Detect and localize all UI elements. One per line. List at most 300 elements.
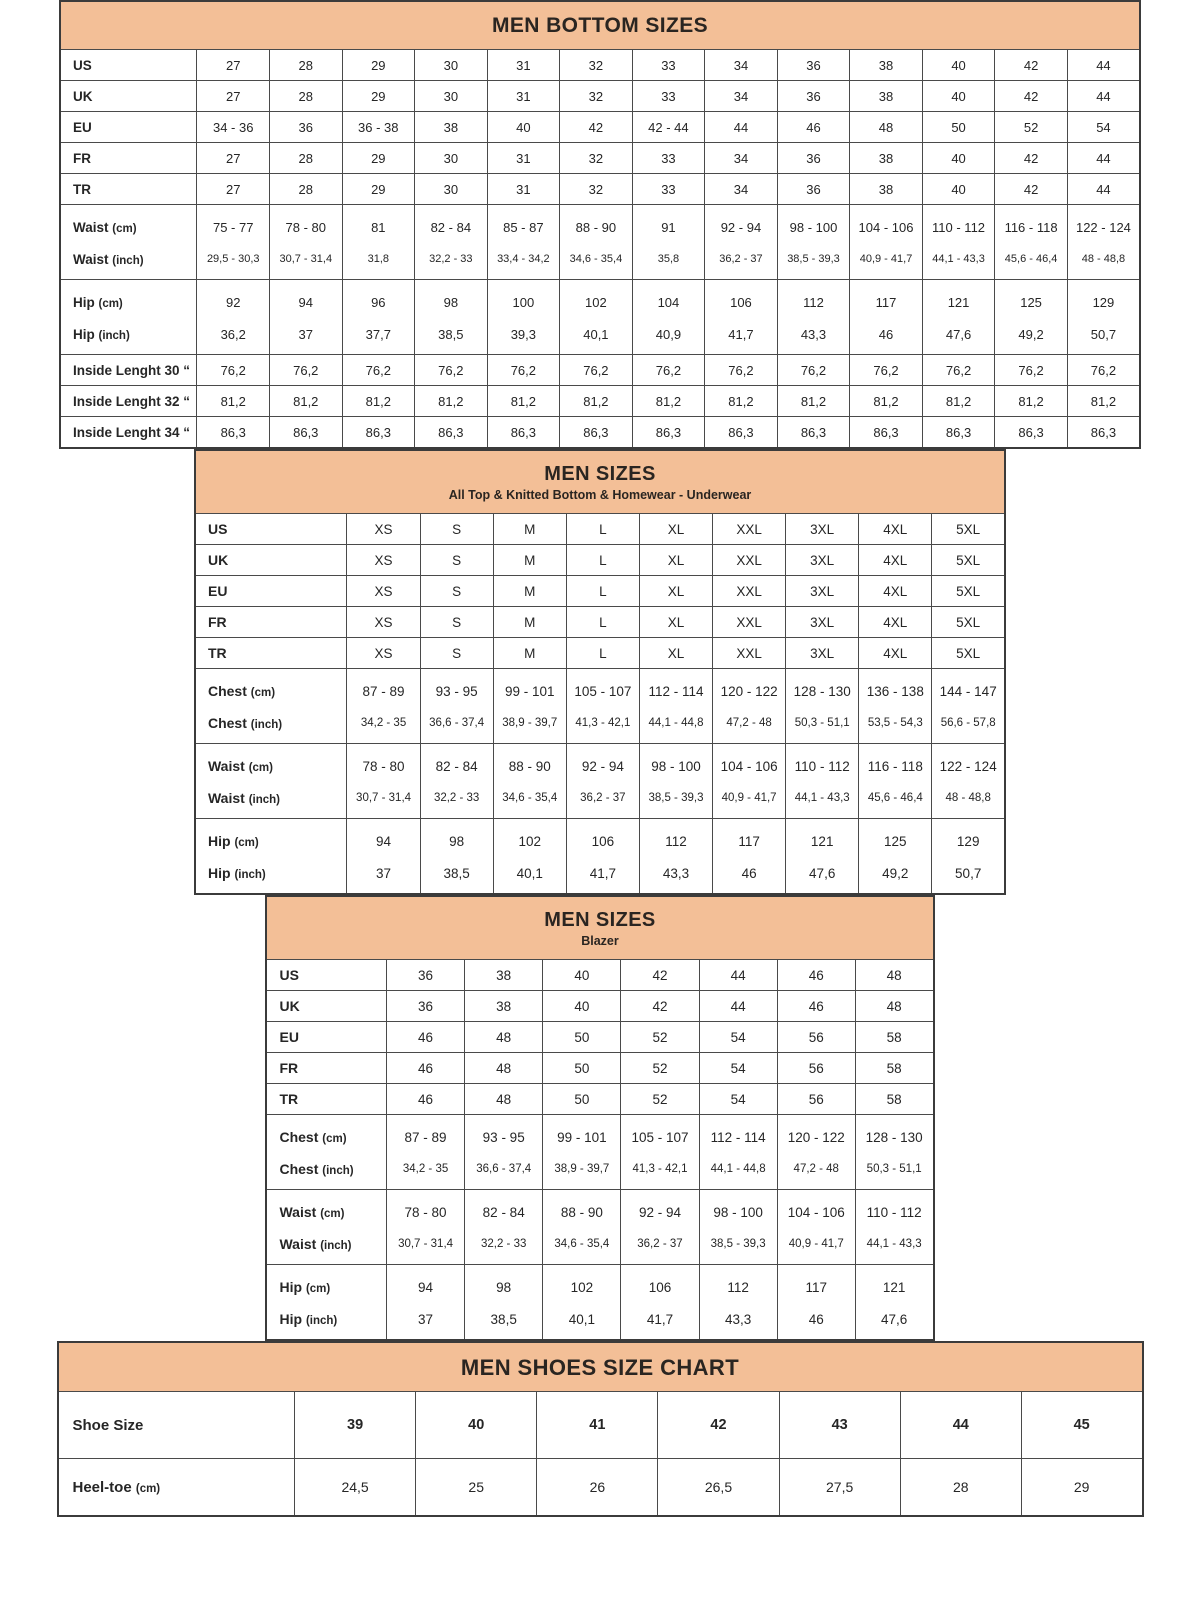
row-label-unit: (cm) (234, 837, 259, 850)
row-label-unit: (inch) (234, 869, 266, 882)
table-cell: 41,7 (705, 319, 778, 355)
row-label (266, 1190, 386, 1230)
row-label-text: Shoe Size (72, 1416, 144, 1434)
size-table (59, 0, 1141, 449)
table-cell: 121 (855, 1265, 933, 1305)
table-cell: 4XL (859, 576, 932, 607)
row-label-unit: (inch) (250, 719, 283, 732)
table-cell: 112 (639, 819, 712, 859)
table-cell: XS (347, 638, 420, 669)
table-cell: 58 (855, 1053, 933, 1084)
table-cell: 52 (621, 1022, 699, 1053)
table-cell: 54 (1067, 112, 1140, 143)
table-cell: 48 (855, 960, 933, 991)
row-label (195, 858, 347, 894)
row-label (60, 386, 197, 417)
table-cell: 40,1 (493, 858, 566, 894)
table-cell: 48 (465, 1022, 543, 1053)
table-cell: 29,5 - 30,3 (197, 244, 270, 280)
row-label-unit: (inch) (248, 794, 281, 807)
row-label-text: Inside Lenght 32 “ (72, 393, 190, 409)
table-cell: 54 (699, 1084, 777, 1115)
table-cell: 28 (270, 50, 343, 81)
table-cell: 43 (779, 1392, 900, 1459)
table-cell: 28 (270, 81, 343, 112)
table-cell: 38,5 - 39,3 (639, 783, 712, 819)
table-cell: 44,1 - 43,3 (786, 783, 859, 819)
table-cell: 50,3 - 51,1 (855, 1154, 933, 1190)
table-cell: 40 (543, 960, 621, 991)
table-cell: 34,6 - 35,4 (543, 1229, 621, 1265)
table-cell: 50 (543, 1022, 621, 1053)
row-label-text: Hip (72, 326, 95, 342)
table-cell: 76,2 (487, 355, 560, 386)
table-cell: 40 (922, 143, 995, 174)
table-cell: 46 (850, 319, 923, 355)
table-cell: XXL (713, 638, 786, 669)
row-label-text: EU (279, 1029, 299, 1046)
table-cell: 3XL (786, 514, 859, 545)
table-cell: 38 (850, 174, 923, 205)
table-row (266, 991, 933, 1022)
men-bottom-sizes-table (0, 0, 1200, 449)
table-cell: 27,5 (779, 1459, 900, 1517)
table-cell: 104 (632, 280, 705, 320)
table-cell: 42 (621, 991, 699, 1022)
table-cell: L (566, 514, 639, 545)
table-cell: 112 (777, 280, 850, 320)
table-cell: 31 (487, 50, 560, 81)
row-label (60, 81, 197, 112)
table-cell: 38,5 - 39,3 (777, 244, 850, 280)
table-cell: 40,1 (560, 319, 633, 355)
table-cell: 30 (415, 143, 488, 174)
table-row (266, 1190, 933, 1230)
row-label-text: Inside Lenght 30 “ (72, 362, 190, 378)
table-cell: 38 (850, 143, 923, 174)
table-cell: 44,1 - 44,8 (639, 708, 712, 744)
table-cell: S (420, 607, 493, 638)
table-cell: 3XL (786, 607, 859, 638)
table-cell: 53,5 - 54,3 (859, 708, 932, 744)
row-label-text: Chest (279, 1161, 319, 1178)
table-cell: 58 (855, 1022, 933, 1053)
table-cell: 30 (415, 174, 488, 205)
table-cell: XXL (713, 607, 786, 638)
table-cell: 98 (415, 280, 488, 320)
table-cell: 43,3 (777, 319, 850, 355)
table-cell: 92 - 94 (621, 1190, 699, 1230)
table-row (266, 1115, 933, 1155)
table-cell: 45,6 - 46,4 (995, 244, 1068, 280)
row-label-unit: (inch) (305, 1315, 338, 1328)
row-label-text: FR (207, 614, 227, 631)
table-row (195, 607, 1005, 638)
table-cell: S (420, 576, 493, 607)
table-row (60, 174, 1140, 205)
table-cell: 117 (713, 819, 786, 859)
table-cell: 82 - 84 (420, 744, 493, 784)
size-table (265, 895, 934, 1341)
row-label (60, 244, 197, 280)
men-top-sizes-table (0, 449, 1200, 895)
table-cell: 5XL (932, 638, 1005, 669)
table-cell: 56 (777, 1084, 855, 1115)
table-cell: 122 - 124 (1067, 205, 1140, 245)
table-row (266, 1084, 933, 1115)
table-header-cell (266, 896, 933, 960)
table-cell: 44 (699, 991, 777, 1022)
table-cell: 41,7 (621, 1304, 699, 1340)
table-cell: 29 (342, 81, 415, 112)
table-header-cell (195, 450, 1005, 514)
table-row (60, 417, 1140, 449)
table-row (195, 783, 1005, 819)
table-cell: 36 (386, 991, 464, 1022)
table-cell: M (493, 638, 566, 669)
table-cell: 33 (632, 143, 705, 174)
table-row (195, 708, 1005, 744)
table-title: MEN SHOES SIZE CHART (460, 1355, 740, 1381)
table-cell: 32 (560, 143, 633, 174)
table-cell: XXL (713, 545, 786, 576)
row-label-text: US (72, 57, 92, 73)
table-cell: 128 - 130 (855, 1115, 933, 1155)
table-cell: 81,2 (270, 386, 343, 417)
table-cell: 40,1 (543, 1304, 621, 1340)
table-row (195, 744, 1005, 784)
table-cell: 52 (621, 1053, 699, 1084)
table-cell: 112 (699, 1265, 777, 1305)
table-cell: 81,2 (197, 386, 270, 417)
row-label (60, 50, 197, 81)
row-label-text: US (207, 521, 228, 538)
table-cell: 81,2 (850, 386, 923, 417)
row-label-unit: (cm) (250, 687, 276, 700)
table-cell: 49,2 (859, 858, 932, 894)
table-cell: 39,3 (487, 319, 560, 355)
table-cell: 40,9 - 41,7 (777, 1229, 855, 1265)
row-label (195, 783, 347, 819)
row-label (60, 417, 197, 449)
table-cell: 32,2 - 33 (415, 244, 488, 280)
table-cell: 50 (922, 112, 995, 143)
table-cell: 27 (197, 143, 270, 174)
table-cell: 38,9 - 39,7 (493, 708, 566, 744)
table-cell: 30,7 - 31,4 (347, 783, 420, 819)
row-label-unit: (cm) (248, 762, 273, 775)
table-cell: 76,2 (632, 355, 705, 386)
table-cell: 36,2 (197, 319, 270, 355)
row-label (195, 669, 347, 709)
table-cell: XXL (713, 576, 786, 607)
row-label (266, 1053, 386, 1084)
table-header-band (195, 450, 1005, 514)
table-cell: 94 (270, 280, 343, 320)
table-cell: 4XL (859, 607, 932, 638)
table-cell: 86,3 (777, 417, 850, 449)
row-label (195, 607, 347, 638)
table-cell: 76,2 (850, 355, 923, 386)
row-label (195, 819, 347, 859)
table-cell: 42 (995, 50, 1068, 81)
table-cell: 47,2 - 48 (777, 1154, 855, 1190)
row-label-text: Waist (207, 758, 245, 775)
row-label (60, 143, 197, 174)
table-cell: 86,3 (632, 417, 705, 449)
table-cell: 98 - 100 (639, 744, 712, 784)
row-label-text: Waist (279, 1236, 317, 1253)
table-cell: XS (347, 545, 420, 576)
table-row (60, 112, 1140, 143)
table-cell: 41,3 - 42,1 (566, 708, 639, 744)
table-cell: 37 (386, 1304, 464, 1340)
row-label (195, 708, 347, 744)
table-cell: 54 (699, 1022, 777, 1053)
table-cell: 86,3 (560, 417, 633, 449)
table-cell: 4XL (859, 638, 932, 669)
table-row (195, 858, 1005, 894)
table-cell: 27 (197, 174, 270, 205)
table-cell: 82 - 84 (415, 205, 488, 245)
row-label (195, 514, 347, 545)
table-cell: 36 (777, 50, 850, 81)
table-cell: 39 (295, 1392, 416, 1459)
table-title: MEN BOTTOM SIZES (491, 14, 709, 37)
size-table (57, 1341, 1144, 1517)
table-cell: 3XL (786, 576, 859, 607)
table-cell: 112 - 114 (699, 1115, 777, 1155)
row-label-unit: (cm) (320, 1208, 345, 1221)
row-label (58, 1459, 295, 1517)
table-title: MEN SIZES (544, 463, 656, 486)
table-cell: 48 (465, 1084, 543, 1115)
table-cell: 5XL (932, 514, 1005, 545)
table-cell: 104 - 106 (713, 744, 786, 784)
table-cell: 56 (777, 1022, 855, 1053)
table-cell: 117 (850, 280, 923, 320)
table-cell: XL (639, 607, 712, 638)
table-header-band (58, 1342, 1143, 1392)
table-cell: 86,3 (415, 417, 488, 449)
table-cell: 29 (342, 174, 415, 205)
table-cell: 38,5 - 39,3 (699, 1229, 777, 1265)
row-label-text: FR (72, 150, 91, 166)
row-label-text: EU (72, 119, 92, 135)
table-cell: 5XL (932, 607, 1005, 638)
table-cell: 38,9 - 39,7 (543, 1154, 621, 1190)
row-label-text: Hip (279, 1311, 303, 1328)
table-cell: 76,2 (415, 355, 488, 386)
table-cell: 46 (386, 1084, 464, 1115)
row-label (195, 638, 347, 669)
table-cell: 5XL (932, 576, 1005, 607)
table-row (266, 1053, 933, 1084)
row-label-text: US (279, 967, 299, 984)
row-label-text: Hip (72, 294, 95, 310)
row-label-text: Chest (207, 683, 247, 700)
table-row (60, 244, 1140, 280)
table-row (195, 514, 1005, 545)
row-label-text: Waist (72, 251, 109, 267)
table-cell: 44 (705, 112, 778, 143)
table-cell: 46 (777, 960, 855, 991)
table-cell: 76,2 (705, 355, 778, 386)
table-cell: 46 (386, 1022, 464, 1053)
table-cell: 45,6 - 46,4 (859, 783, 932, 819)
table-cell: 82 - 84 (465, 1190, 543, 1230)
table-cell: 40 (922, 81, 995, 112)
table-cell: 85 - 87 (487, 205, 560, 245)
table-cell: 34,6 - 35,4 (493, 783, 566, 819)
table-subtitle: All Top & Knitted Bottom & Homewear - Underwear (448, 488, 752, 503)
table-cell: 86,3 (705, 417, 778, 449)
table-cell: 86,3 (487, 417, 560, 449)
table-cell: 41,7 (566, 858, 639, 894)
table-cell: 102 (493, 819, 566, 859)
row-label-text: Chest (207, 715, 247, 732)
table-cell: 56 (777, 1053, 855, 1084)
table-row (266, 1304, 933, 1340)
row-label (60, 319, 197, 355)
row-label (195, 576, 347, 607)
table-cell: 27 (197, 50, 270, 81)
table-cell: 44,1 - 43,3 (855, 1229, 933, 1265)
row-label-text: UK (72, 88, 93, 104)
row-label (266, 960, 386, 991)
row-label-text: FR (279, 1060, 299, 1077)
table-cell: 144 - 147 (932, 669, 1005, 709)
table-cell: 31,8 (342, 244, 415, 280)
table-cell: XL (639, 576, 712, 607)
table-cell: 116 - 118 (859, 744, 932, 784)
table-cell: 47,6 (855, 1304, 933, 1340)
table-cell: 76,2 (270, 355, 343, 386)
table-cell: 38 (465, 960, 543, 991)
row-label (60, 355, 197, 386)
row-label-text: Inside Lenght 34 “ (72, 424, 190, 440)
table-cell: 36 (777, 81, 850, 112)
table-cell: 4XL (859, 545, 932, 576)
table-row (60, 205, 1140, 245)
table-cell: 92 (197, 280, 270, 320)
table-cell: L (566, 545, 639, 576)
table-cell: 34 (705, 143, 778, 174)
table-cell: 32 (560, 50, 633, 81)
table-cell: 27 (197, 81, 270, 112)
table-cell: 33,4 - 34,2 (487, 244, 560, 280)
table-cell: 98 - 100 (777, 205, 850, 245)
table-cell: 43,3 (699, 1304, 777, 1340)
table-cell: 122 - 124 (932, 744, 1005, 784)
table-cell: 46 (386, 1053, 464, 1084)
table-cell: 36 (777, 174, 850, 205)
table-cell: 129 (932, 819, 1005, 859)
table-cell: 81,2 (342, 386, 415, 417)
table-cell: 91 (632, 205, 705, 245)
table-cell: 86,3 (342, 417, 415, 449)
table-cell: 3XL (786, 545, 859, 576)
table-cell: 76,2 (560, 355, 633, 386)
row-label-unit: (inch) (112, 254, 144, 267)
table-row (266, 1265, 933, 1305)
row-label (266, 991, 386, 1022)
table-cell: 78 - 80 (347, 744, 420, 784)
table-cell: XL (639, 514, 712, 545)
table-cell: 34 (705, 81, 778, 112)
table-cell: 46 (777, 1304, 855, 1340)
row-label-unit: (cm) (112, 222, 137, 235)
row-label-text: UK (207, 552, 229, 569)
table-cell: 34 (705, 50, 778, 81)
table-cell: 88 - 90 (543, 1190, 621, 1230)
table-cell: 117 (777, 1265, 855, 1305)
table-cell: 110 - 112 (922, 205, 995, 245)
table-cell: 34,2 - 35 (347, 708, 420, 744)
table-cell: 44 (1067, 143, 1140, 174)
table-cell: 78 - 80 (386, 1190, 464, 1230)
table-cell: 50,3 - 51,1 (786, 708, 859, 744)
table-cell: 35,8 (632, 244, 705, 280)
table-cell: 76,2 (777, 355, 850, 386)
table-cell: 48 (855, 991, 933, 1022)
table-cell: 81,2 (777, 386, 850, 417)
row-label-text: Waist (207, 790, 245, 807)
table-row (58, 1459, 1143, 1517)
table-cell: 105 - 107 (566, 669, 639, 709)
table-cell: 46 (777, 112, 850, 143)
table-cell: 38 (850, 50, 923, 81)
table-cell: 86,3 (922, 417, 995, 449)
table-cell: 30 (415, 81, 488, 112)
table-cell: 88 - 90 (560, 205, 633, 245)
table-cell: 41 (537, 1392, 658, 1459)
table-cell: L (566, 607, 639, 638)
table-cell: 29 (342, 50, 415, 81)
table-cell: 29 (342, 143, 415, 174)
table-cell: 32,2 - 33 (420, 783, 493, 819)
table-cell: 92 - 94 (566, 744, 639, 784)
table-cell: 104 - 106 (777, 1190, 855, 1230)
table-cell: 56,6 - 57,8 (932, 708, 1005, 744)
row-label (266, 1022, 386, 1053)
table-cell: 76,2 (1067, 355, 1140, 386)
row-label (60, 205, 197, 245)
table-cell: 45 (1021, 1392, 1142, 1459)
table-cell: 54 (699, 1053, 777, 1084)
table-cell: 129 (1067, 280, 1140, 320)
table-cell: 58 (855, 1084, 933, 1115)
men-blazer-sizes-table (0, 895, 1200, 1341)
table-row (266, 960, 933, 991)
table-cell: 50,7 (1067, 319, 1140, 355)
table-cell: 42 (995, 174, 1068, 205)
table-cell: 24,5 (295, 1459, 416, 1517)
table-cell: 106 (566, 819, 639, 859)
table-cell: 44 (1067, 50, 1140, 81)
table-cell: 112 - 114 (639, 669, 712, 709)
table-cell: 36 (386, 960, 464, 991)
table-cell: 86,3 (197, 417, 270, 449)
table-cell: 88 - 90 (493, 744, 566, 784)
table-cell: 50 (543, 1084, 621, 1115)
table-cell: 43,3 (639, 858, 712, 894)
table-cell: 42 (621, 960, 699, 991)
table-row (60, 81, 1140, 112)
table-cell: 110 - 112 (855, 1190, 933, 1230)
table-cell: 136 - 138 (859, 669, 932, 709)
table-cell: 47,6 (922, 319, 995, 355)
